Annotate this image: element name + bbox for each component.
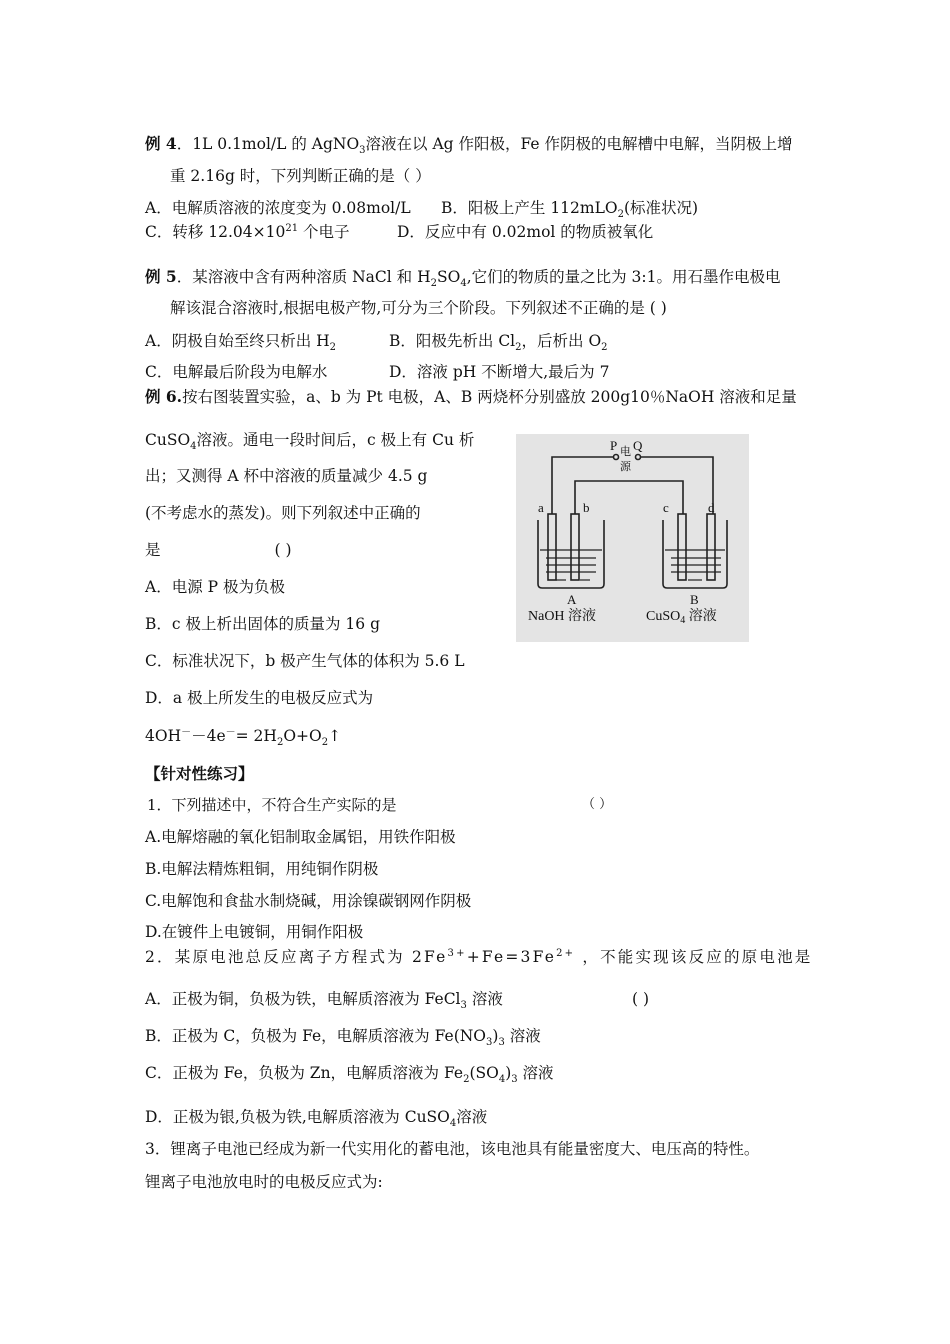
q1-option-a: A.电解熔融的氧化铝制取金属铝，用铁作阳极	[145, 828, 456, 846]
q1-option-d: D.在镀件上电镀铜，用铜作阳极	[145, 923, 364, 941]
q2-option-c: C．正极为 Fe，负极为 Zn，电解质溶液为 $Fe_2(SO_4)_3$ 溶液	[145, 1064, 554, 1086]
electrode-d-label: d	[708, 500, 715, 515]
practice-title: 【针对性练习】	[145, 764, 254, 783]
ex6-option-c: C．标准状况下，b 极产生气体的体积为 5.6 L	[145, 652, 465, 670]
q1-answer-paren: （ ）	[582, 797, 613, 812]
beaker-a-solution: NaOH 溶液	[528, 609, 597, 624]
q1-option-c: C.电解饱和食盐水制烧碱，用涂镍碳钢网作阴极	[145, 892, 472, 910]
ex6-label: 例 6.	[145, 387, 183, 406]
ex4-line2: 重 2.16g 时，下列判断正确的是（ ）	[170, 167, 431, 185]
ex4-option-c: C．转移 $12.04\times 10^{21}$ 个电子	[145, 222, 350, 241]
power-source-label-2: 源	[620, 461, 631, 473]
ex6-line2: CuSO$_4$溶液。通电一段时间后，c 极上有 Cu 析	[145, 431, 475, 453]
ex4-label: 例 4	[145, 134, 177, 153]
ex4-line1: 例 4．1L 0.1mol/L 的 AgNO$_3$溶液在以 Ag 作阳极，Fe 作阴极的电解槽中电解，当阴极上增	[145, 134, 793, 157]
beaker-a-label: A	[567, 592, 577, 607]
power-source-label-1: 电	[620, 446, 631, 458]
ex4-option-d: D．反应中有 0.02mol 的物质被氧化	[397, 223, 654, 241]
ex5-label: 例 5	[145, 267, 177, 286]
ex6-answer-paren: ( )	[274, 541, 292, 559]
ex5-option-c: C．电解最后阶段为电解水	[145, 363, 328, 381]
beaker-b-solution: CuSO$_4$ 溶液	[646, 609, 717, 626]
ex6-line3: 出；又测得 A 杯中溶液的质量减少 4.5 g	[145, 467, 428, 485]
q2-stem: 2．某原电池总反应离子方程式为 $2Fe^{3+}+Fe=3Fe^{2+}$ ，不能实现该反应的原电池是	[145, 947, 813, 966]
electrode-c-label: c	[663, 500, 669, 515]
ex5-option-a: A．阴极自始至终只析出 $H_2$	[145, 332, 337, 354]
ex6-line4: (不考虑水的蒸发)。则下列叙述中正确的	[145, 504, 421, 522]
q3-stem-line2: 锂离子电池放电时的电极反应式为:	[145, 1173, 383, 1191]
electrode-a-label: a	[538, 500, 544, 515]
q3-stem-line1: 3．锂离子电池已经成为新一代实用化的蓄电池，该电池具有能量密度大、电压高的特性。	[145, 1140, 760, 1158]
ex6-line5: 是 ( )	[145, 541, 292, 559]
ex6-option-d: D．a 极上所发生的电极反应式为	[145, 689, 374, 707]
ex6-line1: 例 6.按右图装置实验，a、b 为 Pt 电极，A、B 两烧杯分别盛放 200g10％NaOH 溶液和足量	[145, 387, 797, 406]
q1-stem: 1．下列描述中，不符合生产实际的是	[147, 796, 397, 814]
ex6-equation: $4OH^--4e^-= 2H_2O+O_2↑$	[145, 726, 342, 749]
terminal-p-label: P	[610, 438, 618, 453]
ex4-option-a: A．电解质溶液的浓度变为 0.08mol/L	[145, 199, 411, 217]
ex4-option-b: B．阳极上产生 112mLO$_2$(标准状况)	[441, 199, 699, 221]
electrolysis-figure	[516, 434, 749, 642]
ex5-option-b: B．阳极先析出 $Cl_2$，后析出 $O_2$	[389, 332, 608, 354]
electrode-b-label: b	[583, 500, 590, 515]
ex5-option-d: D．溶液 pH 不断增大,最后为 7	[389, 363, 610, 381]
ex5-line1: 例 5．某溶液中含有两种溶质 NaCl 和 $H_2SO_4$,它们的物质的量之比为 3:1。用石墨作电极电	[145, 267, 781, 290]
ex6-option-a: A．电源 P 极为负极	[145, 578, 285, 596]
beaker-b-label: B	[690, 592, 699, 607]
terminal-q-label: Q	[633, 438, 643, 453]
q2-answer-paren: ( )	[632, 990, 650, 1008]
q2-option-d: D．正极为银,负极为铁,电解质溶液为 CuSO$_4$溶液	[145, 1108, 488, 1130]
ex5-line2: 解该混合溶液时,根据电极产物,可分为三个阶段。下列叙述不正确的是 ( )	[170, 299, 667, 317]
q2-option-a: A．正极为铜，负极为铁，电解质溶液为 FeCl$_3$ 溶液	[145, 990, 503, 1012]
ex6-option-b: B．c 极上析出固体的质量为 16 g	[145, 615, 380, 633]
q1-option-b: B.电解法精炼粗铜，用纯铜作阴极	[145, 860, 379, 878]
q2-option-b: B．正极为 C，负极为 Fe，电解质溶液为 $Fe(NO_3)_3$ 溶液	[145, 1027, 541, 1049]
